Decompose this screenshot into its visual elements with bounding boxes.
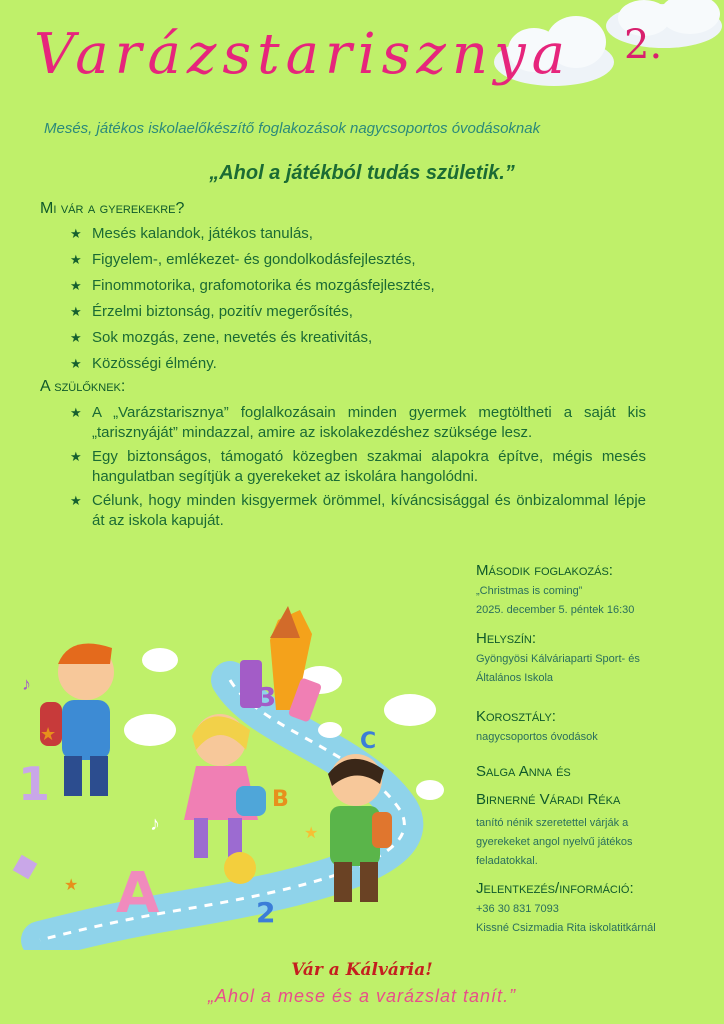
letter-a: A	[116, 861, 160, 926]
teachers-desc: feladatokkal.	[476, 855, 538, 867]
parents-list	[66, 403, 646, 535]
svg-text:★: ★	[40, 724, 57, 744]
contact-phone: +36 30 831 7093	[476, 903, 559, 915]
contact-info	[476, 878, 716, 938]
page-title: Varázstarisznya	[34, 22, 571, 87]
call-to-action: Vár a Kálvária!	[291, 960, 433, 980]
star-icon: ★	[70, 226, 82, 241]
children-illustration	[0, 590, 460, 950]
teachers-name: Salga Anna és	[476, 763, 571, 780]
svg-text:♪: ♪	[22, 674, 31, 694]
letter-b: B	[272, 787, 289, 812]
star-icon: ★	[70, 405, 82, 420]
star-icon: ★	[70, 356, 82, 371]
list-item: ★ Figyelem-, emlékezet- és gondolkodásfejlesztés,	[70, 251, 416, 268]
letter-2: 2	[256, 896, 276, 929]
teachers-name: Birnerné Váradi Réka	[476, 791, 621, 808]
issue-number: 2.	[624, 22, 663, 68]
session-heading: Második foglakozás:	[476, 562, 613, 579]
star-icon: ★	[70, 449, 82, 464]
location-line: Gyöngyösi Kálváriaparti Sport- és	[476, 653, 640, 665]
teachers-desc: gyerekeket angol nyelvű játékos	[476, 836, 633, 848]
list-item: ★ Egy biztonságos, támogató közegben szakmai alapokra építve, mégis mesés hangulatban segítjük a gyerekeket az iskolára hangolódni.	[70, 448, 646, 485]
session-title: „Christmas is coming”	[476, 585, 583, 597]
age-info	[476, 706, 716, 747]
svg-text:♪: ♪	[150, 813, 160, 835]
letter-c: C	[360, 729, 377, 754]
star-icon: ★	[70, 278, 82, 293]
teachers-desc: tanító nénik szeretettel várják a	[476, 817, 629, 829]
star-icon: ★	[70, 252, 82, 267]
location-line: Általános Iskola	[476, 672, 554, 684]
list-item: ★ Érzelmi biztonság, pozitív megerősítés,	[70, 303, 353, 320]
location-info	[476, 628, 716, 688]
parents-heading: A szülőknek:	[40, 378, 126, 395]
list-item: ★ Mesés kalandok, játékos tanulás,	[70, 225, 313, 242]
svg-text:★: ★	[304, 825, 319, 842]
closing-motto: „Ahol a mese és a varázslat tanít.”	[207, 986, 517, 1006]
session-date: 2025. december 5. péntek 16:30	[476, 604, 635, 616]
contact-person: Kissné Csizmadia Rita iskolatitkárnál	[476, 922, 656, 934]
contact-heading: Jelentkezés/információ:	[476, 880, 634, 897]
list-item: ★ Finommotorika, grafomotorika és mozgásfejlesztés,	[70, 277, 435, 294]
list-item: ★ Célunk, hogy minden kisgyermek örömmel, kíváncsisággal és önbizalommal lépje át az iskola kapuját.	[70, 492, 646, 529]
list-item: ★ A „Varázstarisznya” foglalkozásain minden gyermek megtöltheti a saját kis „tarisznyáját” mindazzal, amire az iskolakezdéshez szüksége lesz.	[70, 404, 646, 441]
star-icon: ★	[70, 330, 82, 345]
star-icon: ★	[70, 493, 82, 508]
letter-1: 1	[18, 757, 51, 811]
age-heading: Korosztály:	[476, 708, 556, 725]
motto: „Ahol a játékból tudás születik.”	[209, 162, 515, 184]
location-heading: Helyszín:	[476, 630, 537, 647]
subtitle: Mesés, játékos iskolaelőkészítő foglakozások nagycsoportos óvodásoknak	[44, 120, 541, 137]
children-heading: Mi vár a gyerekekre?	[40, 200, 185, 217]
svg-text:★: ★	[64, 877, 79, 894]
children-list	[66, 224, 586, 380]
star-icon: ★	[70, 304, 82, 319]
list-item: ★ Sok mozgás, zene, nevetés és kreativitás,	[70, 329, 373, 346]
event-info	[476, 560, 716, 620]
teachers-info	[476, 758, 716, 871]
list-item: ★ Közösségi élmény.	[70, 355, 217, 372]
letter-3: 3	[258, 683, 277, 713]
age-value: nagycsoportos óvodások	[476, 731, 598, 743]
